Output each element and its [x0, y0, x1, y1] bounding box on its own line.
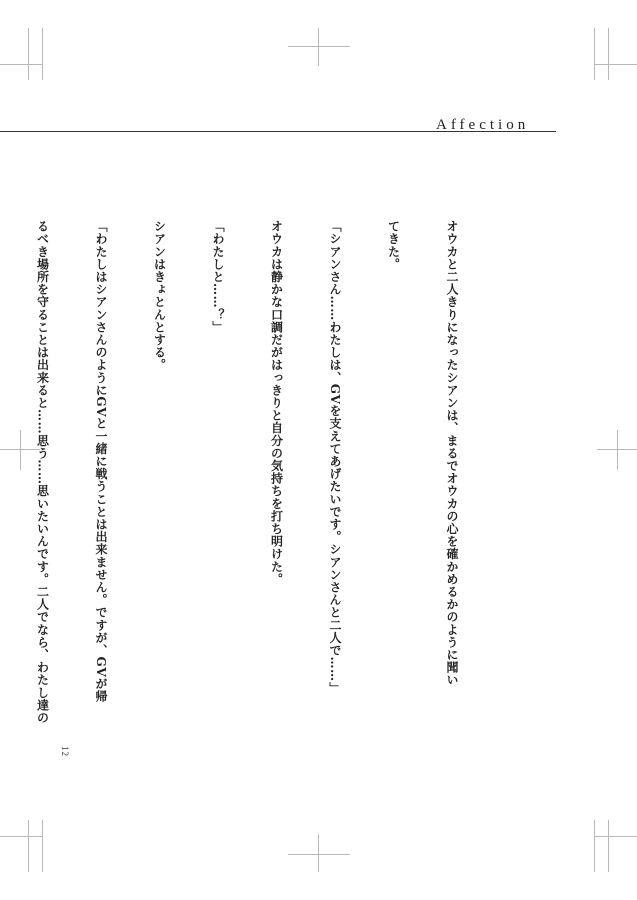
- registration-mark-top-v: [318, 28, 319, 66]
- crop-mark-bottom-left-v1: [28, 820, 29, 872]
- body-line: 「シアンさん……わたしは、GVを支えてあげたいです。シアンさんと二人で……」: [328, 220, 342, 695]
- crop-mark-top-left-v1: [28, 28, 29, 80]
- running-title: Affection: [436, 117, 530, 133]
- body-text: [35, 220, 500, 724]
- registration-mark-right-v: [617, 430, 618, 470]
- crop-mark-top-right-v2: [608, 28, 609, 80]
- crop-mark-top-right-v1: [594, 28, 595, 80]
- crop-mark-bottom-right-h: [594, 836, 637, 837]
- crop-mark-top-right-h: [594, 64, 637, 65]
- crop-mark-bottom-right-v2: [608, 820, 609, 872]
- body-line: てきた。: [386, 220, 401, 271]
- body-line: シアンはきょとんとする。: [152, 220, 167, 372]
- crop-mark-top-left-v2: [42, 28, 43, 80]
- body-line: オウカは静かな口調だがはっきりと自分の気持ちを打ち明けた。: [269, 220, 284, 586]
- crop-mark-bottom-left-h: [0, 836, 42, 837]
- registration-mark-top-h: [288, 46, 350, 47]
- crop-mark-bottom-right-v1: [594, 820, 595, 872]
- registration-mark-bottom-v: [318, 834, 319, 872]
- body-line: 「わたしと……？」: [211, 220, 225, 334]
- crop-mark-bottom-left-v2: [42, 820, 43, 872]
- registration-mark-bottom-h: [288, 854, 350, 855]
- body-line: るべき場所を守ることは出来ると……思う……思いたいんです。二人でなら、わたし達の: [35, 220, 50, 724]
- body-line: 「わたしはシアンさんのようにGVと一緒に戦うことは出来ません。ですが、GVが帰: [94, 220, 108, 703]
- page-number: 12: [60, 746, 70, 757]
- body-line: オウカと二人きりになったシアンは、まるでオウカの心を確かめるかのように聞い: [445, 220, 459, 687]
- crop-mark-top-left-h: [0, 64, 42, 65]
